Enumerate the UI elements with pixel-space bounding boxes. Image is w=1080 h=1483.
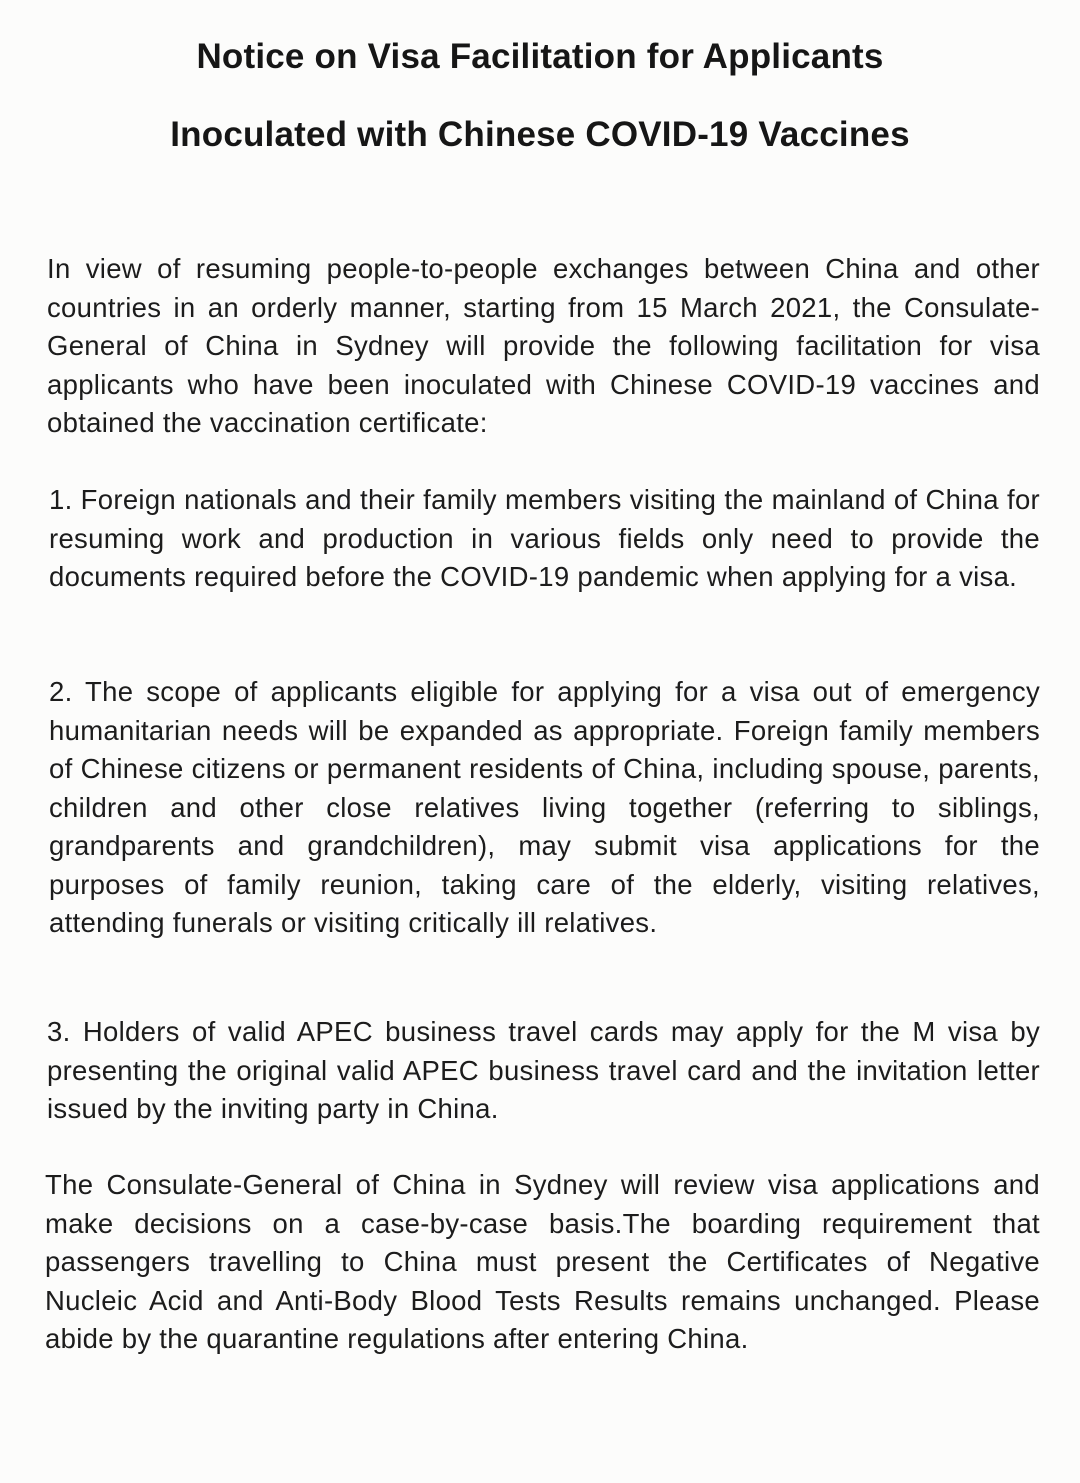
item-2-paragraph: 2. The scope of applicants eligible for applying for a visa out of emergency humanitarian needs will be expanded as appropriate. Foreign family members of Chinese citizens or permanent residents of China, including spouse, parents, children and other close relatives living together (referring to siblings, grandparents and grandchildren), may submit visa applications for the purposes of family reunion, taking care of the elderly, visiting relatives, attending funerals or visiting critically ill relatives. <box>49 676 1040 938</box>
item-1-paragraph: 1. Foreign nationals and their family members visiting the mainland of China for resuming work and production in various fields only need to provide the documents required before the COVID-19 pandemic when applying for a visa. <box>49 484 1040 592</box>
intro-paragraph: In view of resuming people-to-people exchanges between China and other countries in an orderly manner, starting from 15 March 2021, the Consulate-General of China in Sydney will provide the following facilitation for visa applicants who have been inoculated with Chinese COVID-19 vaccines and obtained the vaccination certificate: <box>47 253 1040 438</box>
closing-paragraph: The Consulate-General of China in Sydney will review visa applications and make decisions on a case-by-case basis.The boarding requirement that passengers travelling to China must present the Certificates of Negative Nucleic Acid and Anti-Body Blood Tests Results remains unchanged. Please abide by the quarantine regulations after entering China. <box>45 1169 1040 1354</box>
document-title-line-1: Notice on Visa Facilitation for Applicants <box>196 37 884 76</box>
document-title-line-2: Inoculated with Chinese COVID-19 Vaccines <box>170 115 910 154</box>
item-3-paragraph: 3. Holders of valid APEC business travel cards may apply for the M visa by presenting the original valid APEC business travel card and the invitation letter issued by the inviting party in China. <box>47 1016 1040 1124</box>
